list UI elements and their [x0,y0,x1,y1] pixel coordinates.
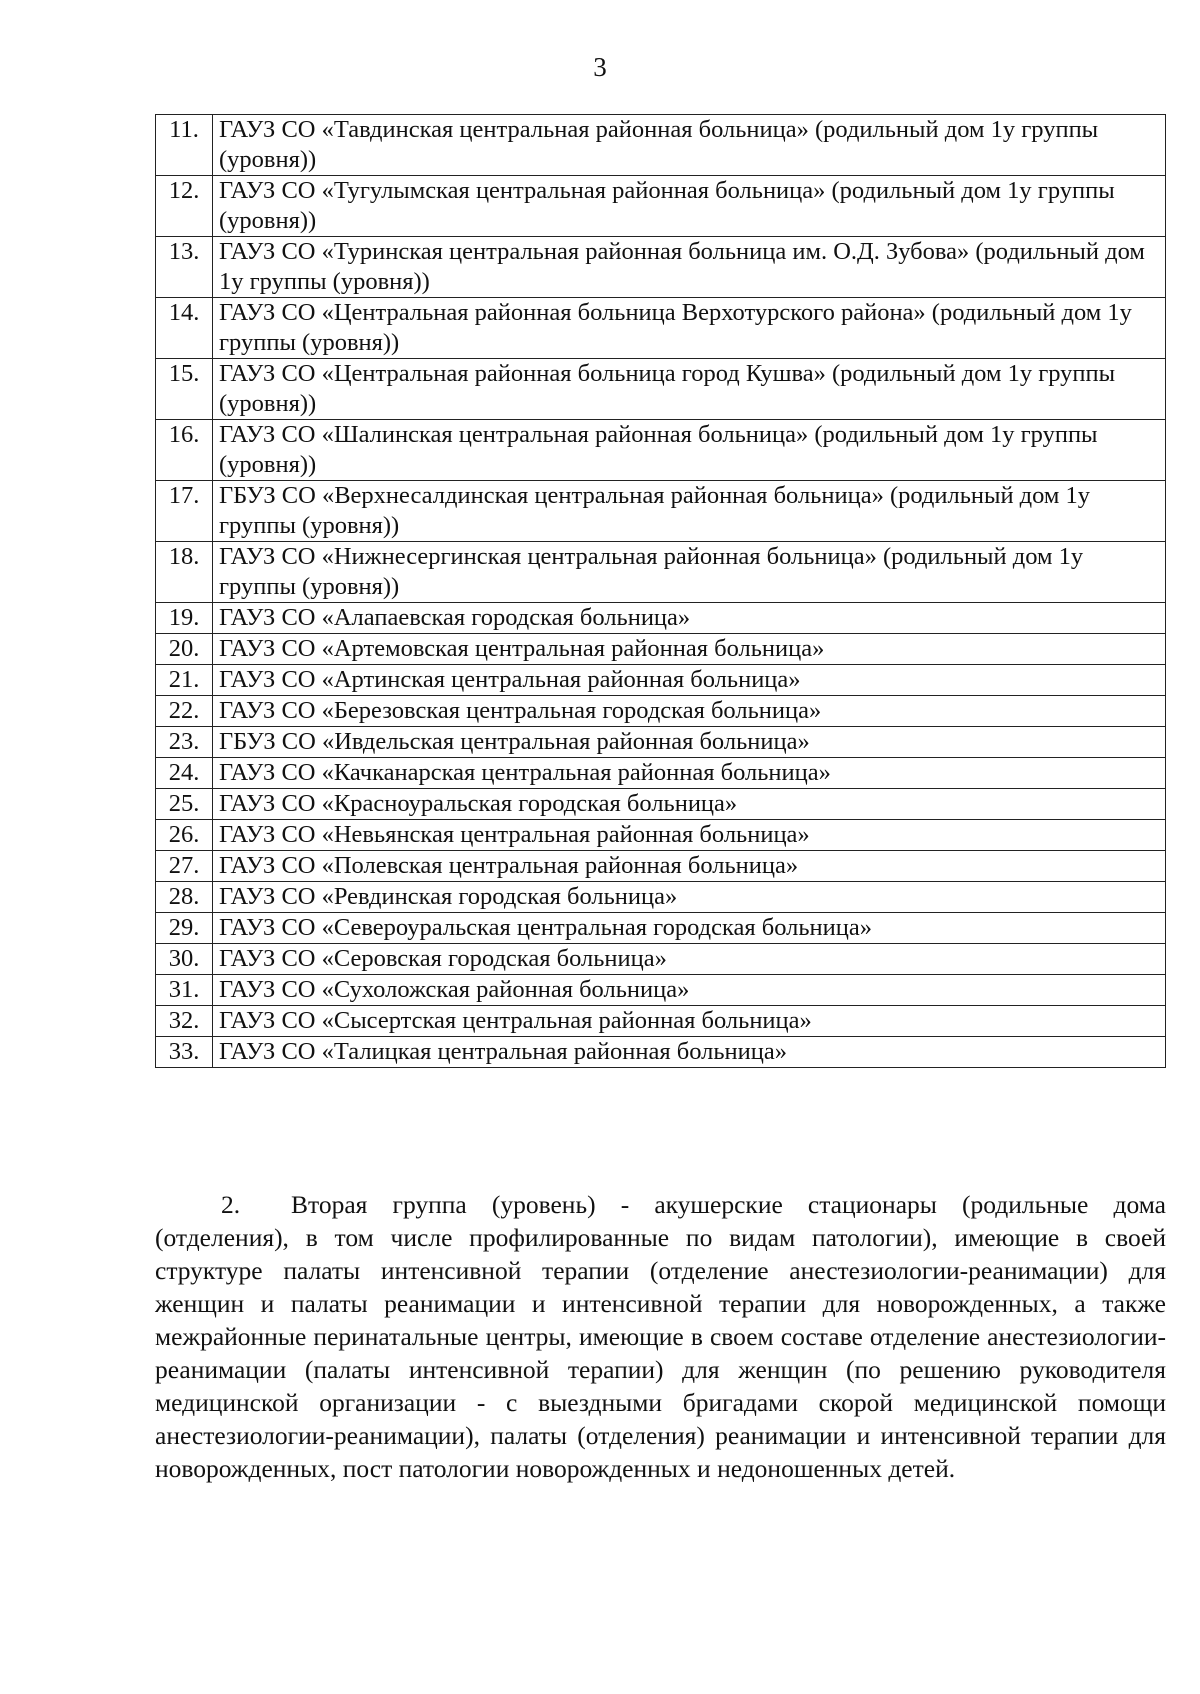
table-row [156,975,1166,1006]
row-number: 29. [156,913,213,944]
row-number: 31. [156,975,213,1006]
table-row [156,1037,1166,1068]
row-number: 17. [156,481,213,542]
table-row [156,944,1166,975]
hospital-name: ГАУЗ СО «Ревдинская городская больница» [213,882,1166,913]
hospital-name: ГАУЗ СО «Шалинская центральная районная больница» (родильный дом 1у группы (уровня)) [213,420,1166,481]
row-number: 19. [156,603,213,634]
table-row [156,420,1166,481]
table-row [156,696,1166,727]
row-number: 26. [156,820,213,851]
hospital-name: ГАУЗ СО «Серовская городская больница» [213,944,1166,975]
table-row [156,481,1166,542]
table-row [156,237,1166,298]
hospital-name: ГАУЗ СО «Туринская центральная районная больница им. О.Д. Зубова» (родильный дом 1у группы (уровня)) [213,237,1166,298]
row-number: 22. [156,696,213,727]
table-row [156,665,1166,696]
hospital-name: ГБУЗ СО «Ивдельская центральная районная больница» [213,727,1166,758]
hospital-name: ГАУЗ СО «Центральная районная больница город Кушва» (родильный дом 1у группы (уровня)) [213,359,1166,420]
hospital-name: ГАУЗ СО «Полевская центральная районная больница» [213,851,1166,882]
table-row [156,851,1166,882]
row-number: 25. [156,789,213,820]
row-number: 23. [156,727,213,758]
row-number: 21. [156,665,213,696]
table-row [156,820,1166,851]
row-number: 28. [156,882,213,913]
row-number: 20. [156,634,213,665]
table-row [156,1006,1166,1037]
table-row [156,882,1166,913]
row-number: 15. [156,359,213,420]
table-row [156,176,1166,237]
hospital-name: ГАУЗ СО «Артинская центральная районная больница» [213,665,1166,696]
hospital-name: ГАУЗ СО «Красноуральская городская больница» [213,789,1166,820]
section-2-paragraph [155,1188,1166,1485]
table-row [156,603,1166,634]
table-row [156,542,1166,603]
table-row [156,727,1166,758]
hospital-table [155,114,1166,1068]
hospital-name: ГАУЗ СО «Центральная районная больница Верхотурского района» (родильный дом 1у группы (уровня)) [213,298,1166,359]
hospital-name: ГАУЗ СО «Тугулымская центральная районная больница» (родильный дом 1у группы (уровня)) [213,176,1166,237]
row-number: 24. [156,758,213,789]
page-number: 3 [593,52,607,82]
hospital-name: ГАУЗ СО «Качканарская центральная районная больница» [213,758,1166,789]
table-row [156,115,1166,176]
hospital-name: ГАУЗ СО «Алапаевская городская больница» [213,603,1166,634]
row-number: 12. [156,176,213,237]
paragraph-number: 2. [221,1190,241,1219]
hospital-name: ГБУЗ СО «Верхнесалдинская центральная районная больница» (родильный дом 1у группы (уровня)) [213,481,1166,542]
hospital-name: ГАУЗ СО «Тавдинская центральная районная больница» (родильный дом 1у группы (уровня)) [213,115,1166,176]
table-row [156,758,1166,789]
hospital-name: ГАУЗ СО «Нижнесергинская центральная районная больница» (родильный дом 1у группы (уровня)) [213,542,1166,603]
row-number: 32. [156,1006,213,1037]
row-number: 18. [156,542,213,603]
hospital-name: ГАУЗ СО «Талицкая центральная районная больница» [213,1037,1166,1068]
row-number: 13. [156,237,213,298]
row-number: 30. [156,944,213,975]
hospital-name: ГАУЗ СО «Сысертская центральная районная больница» [213,1006,1166,1037]
table-row [156,634,1166,665]
row-number: 16. [156,420,213,481]
hospital-name: ГАУЗ СО «Березовская центральная городская больница» [213,696,1166,727]
row-number: 27. [156,851,213,882]
table-row [156,789,1166,820]
hospital-name: ГАУЗ СО «Артемовская центральная районная больница» [213,634,1166,665]
hospital-name: ГАУЗ СО «Сухоложская районная больница» [213,975,1166,1006]
table-row [156,298,1166,359]
hospital-name: ГАУЗ СО «Североуральская центральная городская больница» [213,913,1166,944]
paragraph-text: Вторая группа (уровень) - акушерские стационары (родильные дома (отделения), в том числе профилированные по видам патологии), имеющие в своей структуре палаты интенсивной терапии (отделение анестезиологии-реанимации) для женщин и палаты реанимации и интенсивной терапии для новорожденных, а также межрайонные перинатальные центры, имеющие в своем составе отделение анестезиологии-реанимации (палаты интенсивной терапии) для женщин (по решению руководителя медицинской организации - с выездными бригадами скорой медицинской помощи анестезиологии-реанимации), палаты (отделения) реанимации и интенсивной терапии для новорожденных, пост патологии новорожденных и недоношенных детей. [155,1190,1166,1483]
table-row [156,359,1166,420]
hospital-name: ГАУЗ СО «Невьянская центральная районная больница» [213,820,1166,851]
row-number: 11. [156,115,213,176]
row-number: 14. [156,298,213,359]
table-row [156,913,1166,944]
row-number: 33. [156,1037,213,1068]
